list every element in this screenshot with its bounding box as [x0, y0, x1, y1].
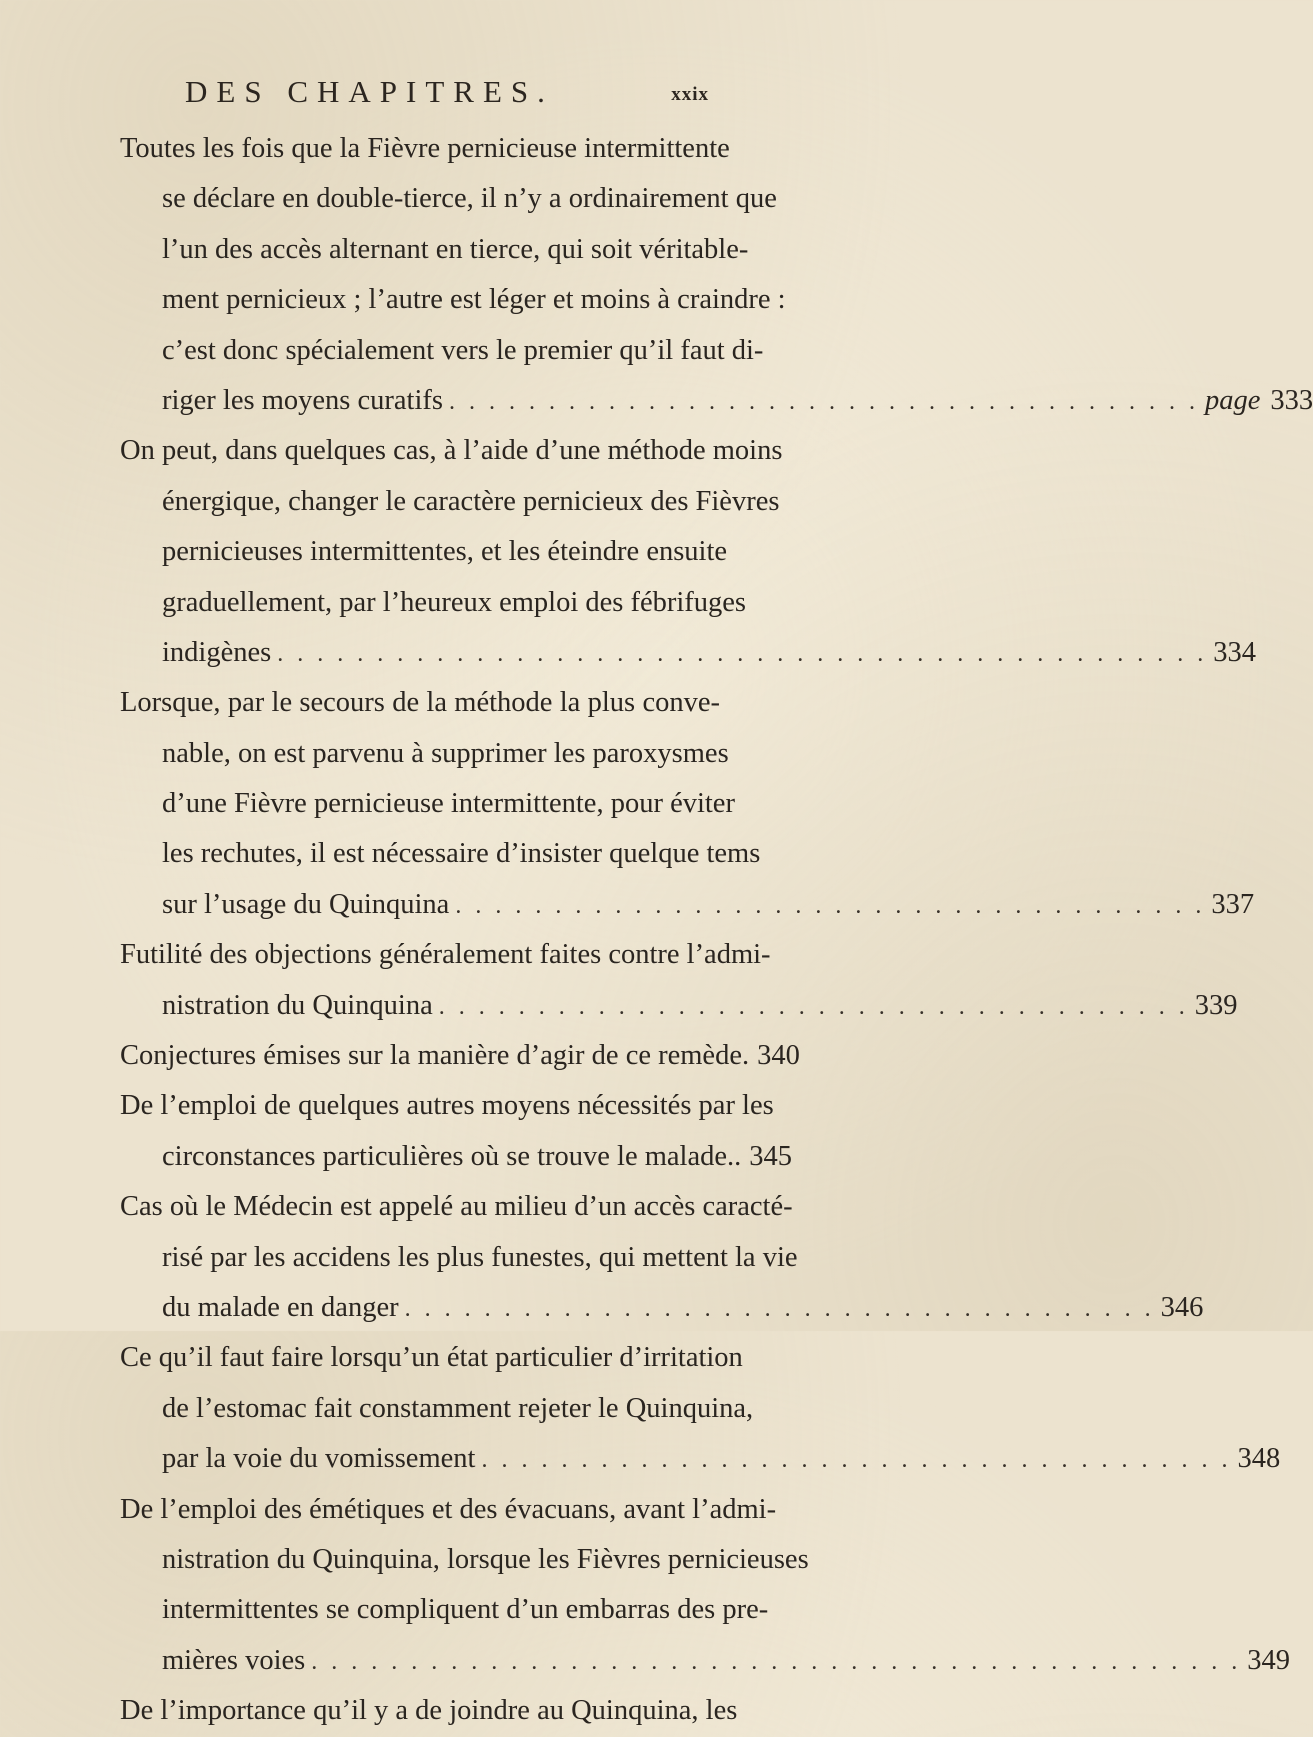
toc-entry: [120, 1485, 1291, 1687]
entry-line: nistration du Quinquina: [162, 989, 433, 1021]
entry-line: On peut, dans quelques cas, à l’aide d’une méthode moins: [120, 435, 783, 467]
entry-line: du malade en danger: [162, 1291, 399, 1323]
entry-leader-line: [162, 1434, 1281, 1484]
toc-entry: [120, 124, 1313, 426]
entry-line: graduellement, par l’heureux emploi des fébrifuges: [162, 586, 747, 618]
toc-entry: [120, 426, 1256, 678]
table-of-contents: [120, 124, 1313, 1737]
entry-line: nistration du Quinquina, lorsque les Fièvres pernicieuses: [162, 1543, 809, 1575]
entry-leader-line: [162, 1636, 1291, 1686]
dot-leader: . . . . . . . . . . . . . . . . . . . . . . . . . . . . . . . . . . . . . .: [448, 388, 1199, 415]
entry-line: énergique, changer le caractère pernicieux des Fièvres: [162, 485, 780, 517]
entry-line: l’un des accès alternant en tierce, qui soit véritable-: [162, 233, 749, 265]
entry-line: d’une Fièvre pernicieuse intermittente, pour éviter: [162, 788, 735, 820]
entry-line: mières voies: [162, 1644, 306, 1676]
entry-line: De l’importance qu’il y a de joindre au Quinquina, les: [120, 1695, 738, 1727]
page-ref-number: 340: [757, 1040, 800, 1072]
entry-line: Lorsque, par le secours de la méthode la plus conve-: [120, 687, 720, 719]
dot-leader: . . . . . . . . . . . . . . . . . . . . . . . . . . . . . . . . . . . . . . . . . . . . . . .: [277, 640, 1208, 667]
dot-leader: . . . . . . . . . . . . . . . . . . . . . . . . . . . . . . . . . . . . . .: [438, 993, 1189, 1020]
toc-entry: [120, 1686, 738, 1736]
toc-entry: [120, 678, 1255, 930]
entry-line: intermittentes se compliquent d’un embarras des pre-: [162, 1594, 769, 1626]
toc-entry: [120, 1031, 800, 1081]
entry-line: De l’emploi des émétiques et des évacuans, avant l’admi-: [120, 1493, 777, 1525]
page-ref-number: 349: [1247, 1644, 1291, 1676]
entry-line: les rechutes, il est nécessaire d’insister quelque tems: [162, 838, 761, 870]
page-number: xxix: [671, 84, 709, 105]
entry-line: sur l’usage du Quinquina: [162, 888, 450, 920]
dot-leader: . . . . . . . . . . . . . . . . . . . . . . . . . . . . . . . . . . . . . .: [455, 892, 1206, 919]
entry-line: ment pernicieux ; l’autre est léger et moins à craindre :: [162, 284, 786, 316]
entry-leader-line: [162, 1283, 1204, 1333]
page-ref-number: 333: [1270, 384, 1313, 416]
entry-line: Toutes les fois que la Fièvre pernicieuse intermittente: [120, 133, 730, 164]
entry-line: par la voie du vomissement: [162, 1443, 476, 1475]
dot-leader: . . . . . . . . . . . . . . . . . . . . . . . . . . . . . . . . . . . . . .: [404, 1295, 1155, 1322]
entry-line: Cas où le Médecin est appelé au milieu d’un accès caracté-: [120, 1191, 793, 1223]
entry-leader-line: [162, 880, 1255, 930]
running-title: DES CHAPITRES.: [185, 74, 554, 109]
page-ref-number: 346: [1160, 1291, 1204, 1323]
page-word: page: [1204, 384, 1261, 416]
entry-line: nable, on est parvenu à supprimer les paroxysmes: [162, 737, 729, 769]
entry-text: circonstances particulières où se trouve le malade..: [162, 1140, 742, 1172]
entry-leader-line: [162, 376, 1313, 426]
entry-line: [120, 1031, 800, 1081]
entry-line: [162, 1132, 793, 1182]
toc-entry: [120, 1081, 793, 1182]
entry-text: Conjectures émises sur la manière d’agir de ce remède.: [120, 1040, 750, 1072]
entry-line: c’est donc spécialement vers le premier qu’il faut di-: [162, 334, 764, 366]
page-ref-number: 337: [1211, 888, 1255, 920]
toc-entry: [120, 1333, 1281, 1484]
entry-line: de l’estomac fait constamment rejeter le Quinquina,: [162, 1392, 754, 1424]
page-ref-number: 348: [1237, 1443, 1281, 1475]
entry-line: De l’emploi de quelques autres moyens nécessités par les: [120, 1090, 774, 1122]
entry-line: riger les moyens curatifs: [162, 384, 443, 416]
entry-leader-line: [162, 628, 1256, 678]
page-ref-number: 345: [749, 1140, 793, 1172]
toc-entry: [120, 930, 1238, 1031]
toc-entry: [120, 1182, 1204, 1333]
dot-leader: . . . . . . . . . . . . . . . . . . . . . . . . . . . . . . . . . . . . . . . . . . . . . . .: [311, 1648, 1242, 1675]
entry-line: se déclare en double-tierce, il n’y a ordinairement que: [162, 183, 777, 215]
dot-leader: . . . . . . . . . . . . . . . . . . . . . . . . . . . . . . . . . . . . . .: [481, 1447, 1232, 1474]
entry-line: risé par les accidens les plus funestes, qui mettent la vie: [162, 1241, 798, 1273]
page-reference: [1205, 376, 1313, 426]
entry-line: indigènes: [162, 636, 272, 668]
entry-line: Futilité des objections généralement faites contre l’admi-: [120, 939, 771, 971]
entry-leader-line: [162, 981, 1238, 1031]
page-ref-number: 339: [1194, 989, 1238, 1021]
page-ref-number: 334: [1213, 636, 1256, 668]
page-header: [0, 74, 801, 114]
entry-line: Ce qu’il faut faire lorsqu’un état particulier d’irritation: [120, 1342, 743, 1374]
entry-line: pernicieuses intermittentes, et les éteindre ensuite: [162, 536, 728, 568]
